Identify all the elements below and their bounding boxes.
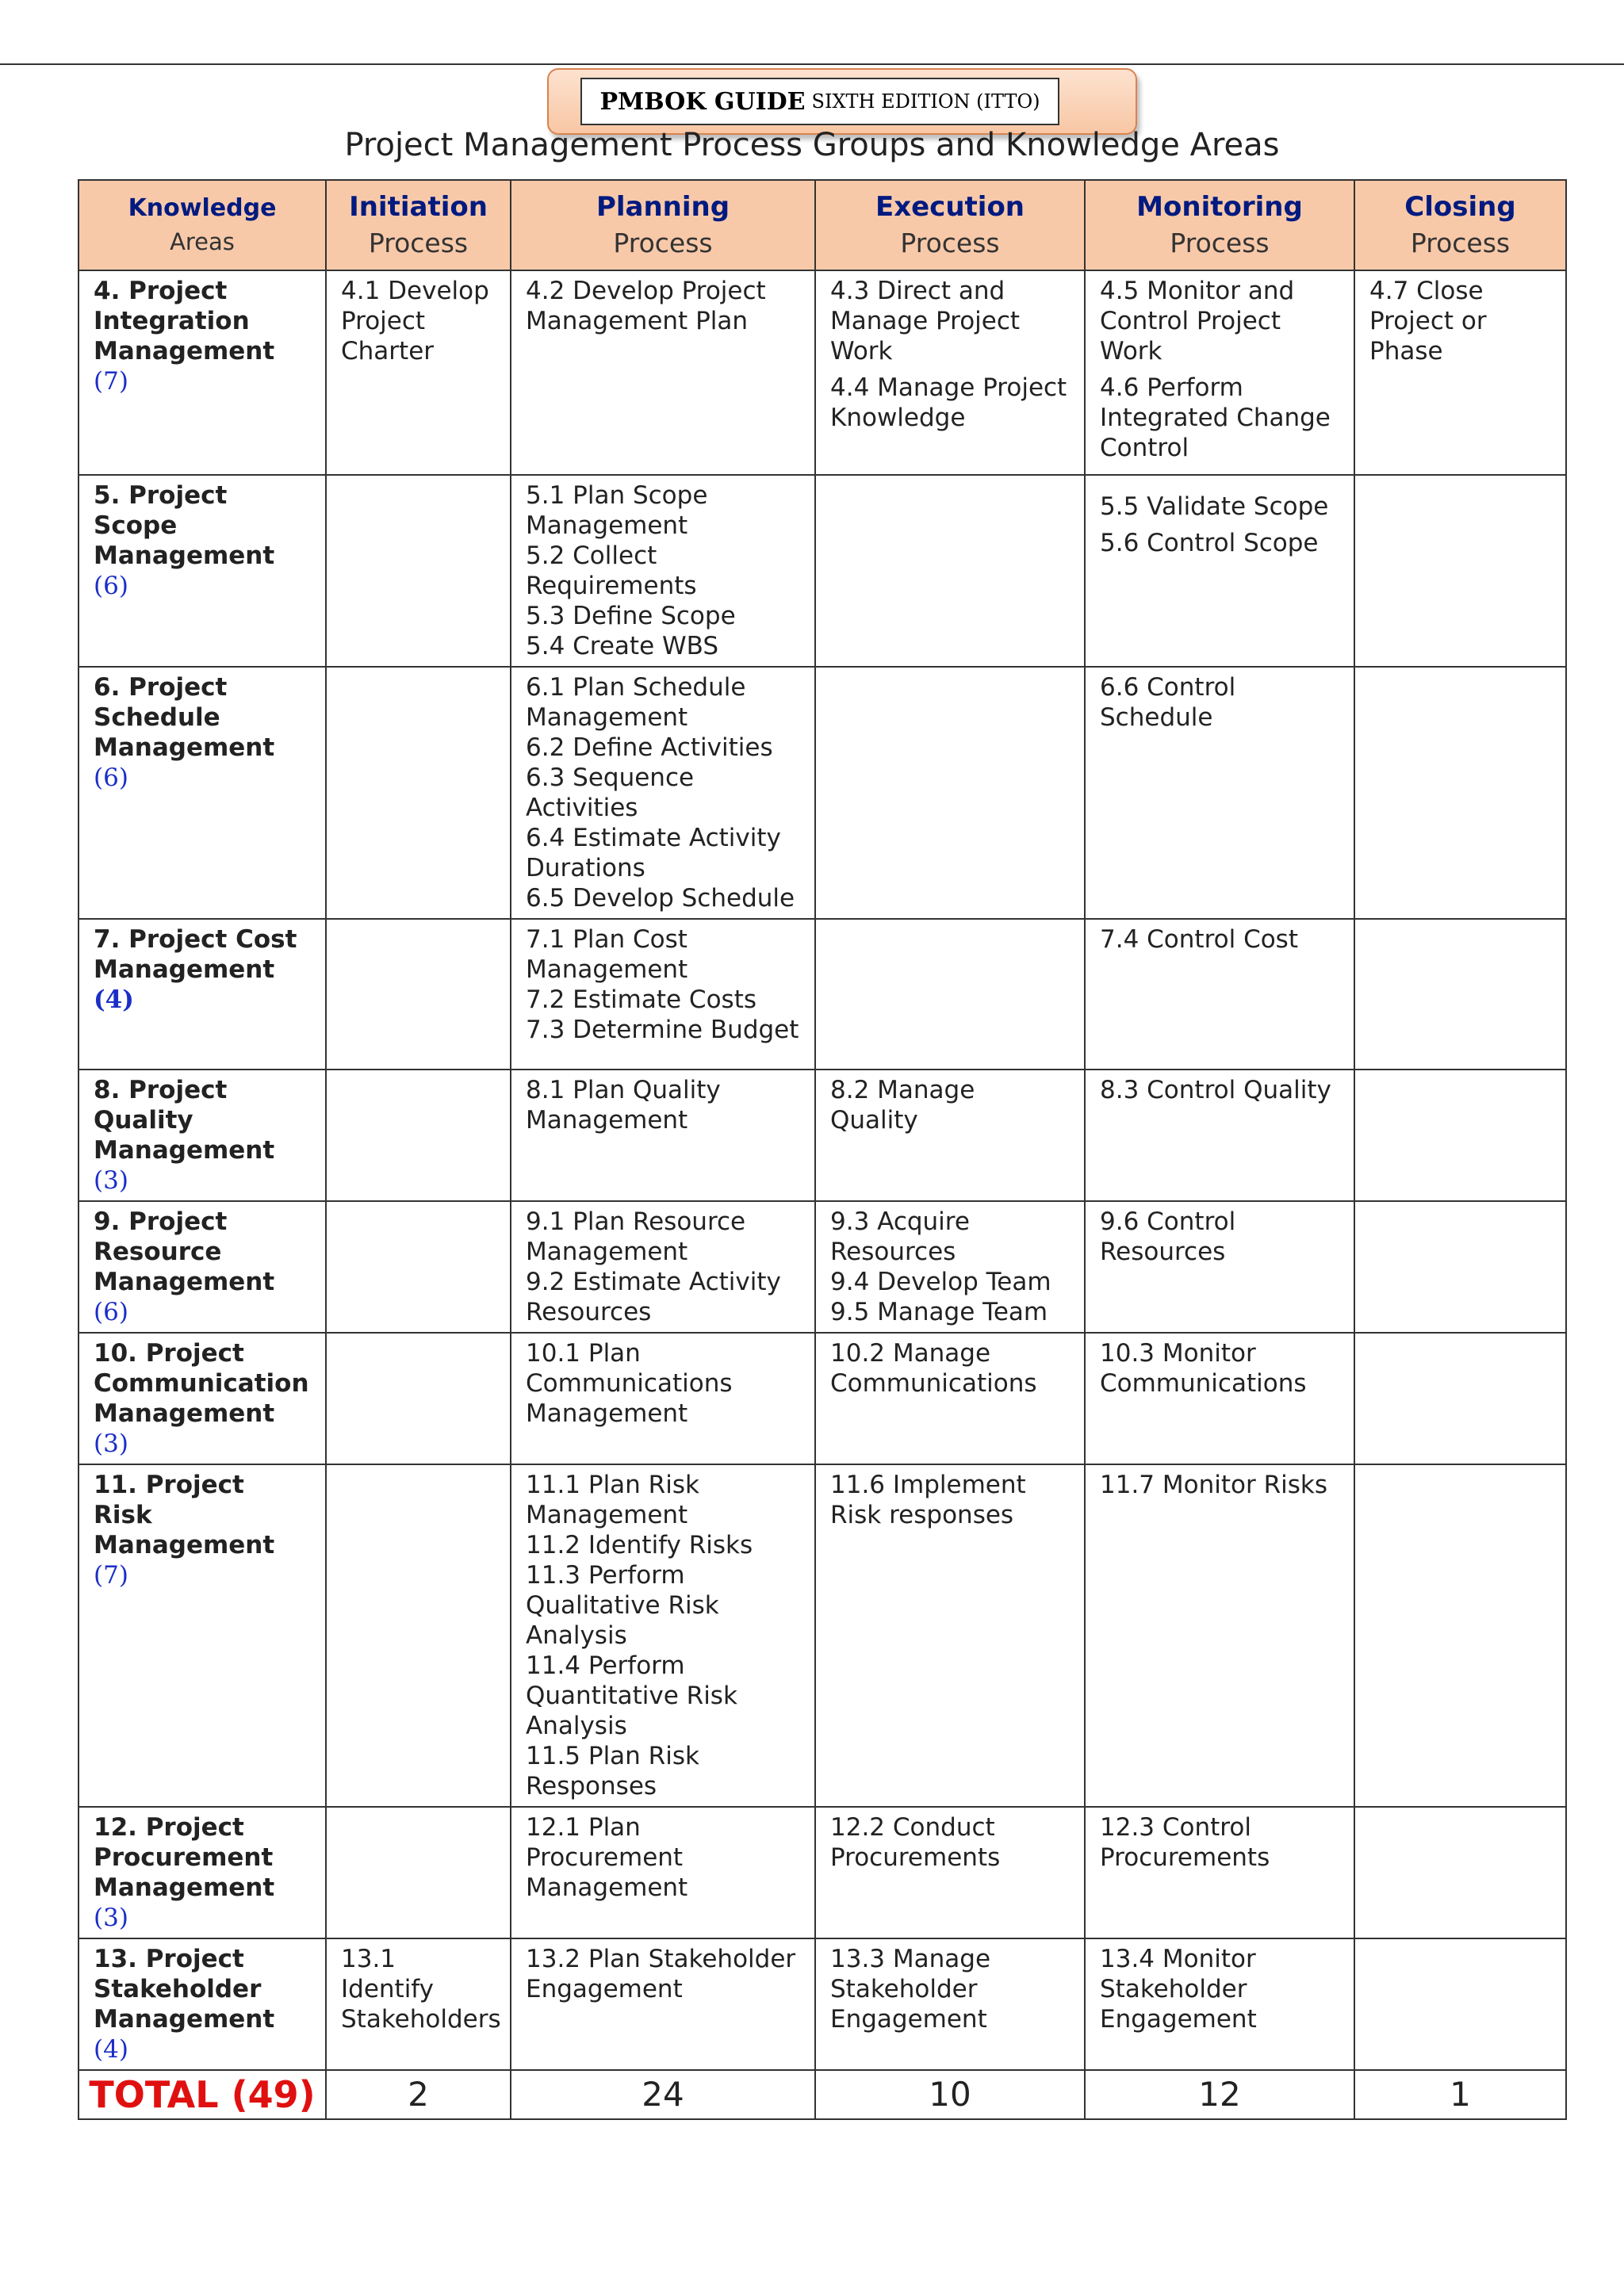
header-col-sub: Process — [368, 228, 469, 258]
process-cell-initiation — [326, 1333, 511, 1464]
title-badge — [547, 68, 1137, 135]
knowledge-area-name: 5. Project Scope Management — [94, 481, 275, 570]
process-cell-closing — [1354, 1807, 1566, 1938]
badge-bold: PMBOK GUIDE — [599, 87, 806, 116]
process-item: 11.1 Plan Risk Management — [526, 1471, 699, 1529]
process-item: 11.5 Plan Risk Responses — [526, 1742, 699, 1800]
process-cell-initiation — [326, 270, 511, 475]
knowledge-area-name: 6. Project Schedule Management — [94, 673, 275, 762]
process-cell-initiation — [326, 1070, 511, 1201]
process-cell-execution — [815, 1070, 1085, 1201]
knowledge-area-count: (6) — [94, 1298, 128, 1326]
process-item: 4.5 Monitor and Control Project Work — [1100, 277, 1295, 365]
process-item: 9.1 Plan Resource Management — [526, 1207, 746, 1266]
total-initiation: 2 — [326, 2070, 511, 2119]
knowledge-area-count: (3) — [94, 1904, 128, 1932]
process-item: 4.1 Develop Project Charter — [341, 277, 489, 365]
process-item: 8.2 Manage Quality — [830, 1076, 975, 1135]
process-cell-planning — [511, 270, 815, 475]
process-item: 6.2 Define Activities — [526, 733, 773, 762]
knowledge-area-count: (6) — [94, 763, 128, 792]
process-cell-monitoring — [1085, 270, 1354, 475]
table-row — [79, 1070, 1566, 1201]
process-cell-monitoring — [1085, 475, 1354, 667]
process-item: 9.5 Manage Team — [830, 1298, 1048, 1326]
process-cell-monitoring — [1085, 1201, 1354, 1333]
process-cell-execution — [815, 667, 1085, 919]
knowledge-area-cell — [79, 270, 326, 475]
process-cell-planning — [511, 1333, 815, 1464]
knowledge-area-name: 11. Project Risk Management — [94, 1471, 275, 1559]
knowledge-area-cell — [79, 1070, 326, 1201]
process-cell-initiation — [326, 1464, 511, 1807]
total-label: TOTAL (49) — [79, 2070, 326, 2119]
knowledge-area-cell — [79, 667, 326, 919]
process-item: 12.2 Conduct Procurements — [830, 1813, 1001, 1872]
process-item: 7.4 Control Cost — [1100, 925, 1298, 954]
process-item: 8.1 Plan Quality Management — [526, 1076, 721, 1135]
process-cell-monitoring — [1085, 919, 1354, 1070]
knowledge-area-count: (3) — [94, 1166, 128, 1195]
process-cell-planning — [511, 1201, 815, 1333]
header-initiation — [326, 180, 511, 270]
process-cell-execution — [815, 1464, 1085, 1807]
header-row — [79, 180, 1566, 270]
process-cell-planning — [511, 667, 815, 919]
header-col-main: Planning — [596, 191, 730, 223]
process-item: 7.2 Estimate Costs — [526, 985, 757, 1014]
table-row — [79, 1938, 1566, 2070]
header-knowledge-areas — [79, 180, 326, 270]
process-item: 5.1 Plan Scope Management — [526, 481, 708, 540]
knowledge-area-name: 10. Project Communication Management — [94, 1339, 309, 1428]
header-execution — [815, 180, 1085, 270]
top-rule — [0, 63, 1624, 65]
header-col-sub: Process — [1410, 228, 1511, 258]
process-item: 5.2 Collect Requirements — [526, 541, 697, 600]
table-row — [79, 667, 1566, 919]
header-col-main: Initiation — [349, 191, 488, 223]
total-monitoring: 12 — [1085, 2070, 1354, 2119]
header-col-main: Closing — [1404, 191, 1516, 223]
process-item: 7.3 Determine Budget — [526, 1016, 799, 1044]
header-col-main: Monitoring — [1136, 191, 1303, 223]
knowledge-area-name: 7. Project Cost Management — [94, 925, 297, 984]
table-row — [79, 1333, 1566, 1464]
process-cell-planning — [511, 475, 815, 667]
process-item: 13.4 Monitor Stakeholder Engagement — [1100, 1945, 1257, 2034]
process-cell-monitoring — [1085, 1807, 1354, 1938]
process-cell-closing — [1354, 667, 1566, 919]
process-item: 12.3 Control Procurements — [1100, 1813, 1270, 1872]
table-row — [79, 919, 1566, 1070]
process-item: 5.4 Create WBS — [526, 632, 719, 660]
process-item: 5.3 Define Scope — [526, 602, 736, 630]
knowledge-area-cell — [79, 1333, 326, 1464]
table-row — [79, 1201, 1566, 1333]
process-cell-planning — [511, 1464, 815, 1807]
knowledge-area-count: (7) — [94, 1561, 128, 1590]
process-cell-execution — [815, 1333, 1085, 1464]
process-cell-execution — [815, 475, 1085, 667]
process-table — [78, 179, 1567, 2120]
process-item: 5.6 Control Scope — [1100, 529, 1319, 557]
total-closing: 1 — [1354, 2070, 1566, 2119]
process-cell-initiation — [326, 919, 511, 1070]
process-item: 4.4 Manage Project Knowledge — [830, 373, 1067, 432]
process-item: 9.4 Develop Team — [830, 1268, 1051, 1296]
process-cell-monitoring — [1085, 1464, 1354, 1807]
knowledge-area-count: (7) — [94, 367, 128, 396]
process-item: 13.1 Identify Stakeholders — [341, 1945, 501, 2034]
process-cell-closing — [1354, 1333, 1566, 1464]
process-item: 4.3 Direct and Manage Project Work — [830, 277, 1021, 365]
process-item: 6.1 Plan Schedule Management — [526, 673, 746, 732]
header-ka-sub: Areas — [170, 228, 235, 255]
badge-edition: SIXTH EDITION (ITTO) — [811, 90, 1040, 113]
process-item: 11.4 Perform Quantitative Risk Analysis — [526, 1651, 737, 1740]
process-item: 11.7 Monitor Risks — [1100, 1471, 1327, 1499]
knowledge-area-name: 9. Project Resource Management — [94, 1207, 275, 1296]
header-ka-main: Knowledge — [128, 194, 277, 222]
total-planning: 24 — [511, 2070, 815, 2119]
process-item: 4.2 Develop Project Management Plan — [526, 277, 766, 335]
process-item: 13.3 Manage Stakeholder Engagement — [830, 1945, 991, 2034]
knowledge-area-cell — [79, 1807, 326, 1938]
process-cell-planning — [511, 1807, 815, 1938]
process-cell-initiation — [326, 667, 511, 919]
process-cell-monitoring — [1085, 1333, 1354, 1464]
knowledge-area-cell — [79, 1464, 326, 1807]
process-cell-initiation — [326, 475, 511, 667]
process-cell-initiation — [326, 1201, 511, 1333]
process-cell-execution — [815, 1201, 1085, 1333]
header-col-sub: Process — [613, 228, 713, 258]
process-item: 6.6 Control Schedule — [1100, 673, 1236, 732]
knowledge-area-count: (4) — [94, 2035, 128, 2064]
knowledge-area-cell — [79, 1938, 326, 2070]
table-row — [79, 1807, 1566, 1938]
header-monitoring — [1085, 180, 1354, 270]
table-row — [79, 1464, 1566, 1807]
process-cell-closing — [1354, 919, 1566, 1070]
process-cell-closing — [1354, 1464, 1566, 1807]
process-item: 9.6 Control Resources — [1100, 1207, 1236, 1266]
process-item: 8.3 Control Quality — [1100, 1076, 1331, 1104]
process-item: 4.6 Perform Integrated Change Control — [1100, 373, 1331, 462]
process-cell-execution — [815, 1938, 1085, 2070]
process-item: 7.1 Plan Cost Management — [526, 925, 688, 984]
process-cell-initiation — [326, 1807, 511, 1938]
process-cell-execution — [815, 270, 1085, 475]
knowledge-area-count: (3) — [94, 1429, 128, 1458]
title-badge-text — [580, 78, 1059, 125]
header-col-sub: Process — [1170, 228, 1270, 258]
knowledge-area-cell — [79, 919, 326, 1070]
process-cell-closing — [1354, 270, 1566, 475]
process-item: 10.3 Monitor Communications — [1100, 1339, 1307, 1398]
knowledge-area-name: 13. Project Stakeholder Management — [94, 1945, 275, 2034]
process-item: 11.3 Perform Qualitative Risk Analysis — [526, 1561, 719, 1650]
process-item: 9.3 Acquire Resources — [830, 1207, 970, 1266]
header-planning — [511, 180, 815, 270]
header-col-main: Execution — [875, 191, 1025, 223]
process-cell-monitoring — [1085, 667, 1354, 919]
process-cell-execution — [815, 1807, 1085, 1938]
table-row — [79, 475, 1566, 667]
header-col-sub: Process — [900, 228, 1000, 258]
knowledge-area-cell — [79, 1201, 326, 1333]
knowledge-area-name: 4. Project Integration Management — [94, 277, 275, 365]
process-cell-monitoring — [1085, 1070, 1354, 1201]
process-item: 9.2 Estimate Activity Resources — [526, 1268, 781, 1326]
knowledge-area-count: (4) — [94, 985, 134, 1014]
process-cell-initiation — [326, 1938, 511, 2070]
process-item: 10.2 Manage Communications — [830, 1339, 1037, 1398]
process-item: 13.2 Plan Stakeholder Engagement — [526, 1945, 796, 2003]
process-item: 5.5 Validate Scope — [1100, 492, 1329, 521]
knowledge-area-name: 12. Project Procurement Management — [94, 1813, 275, 1902]
process-item: 10.1 Plan Communications Management — [526, 1339, 733, 1428]
process-item: 6.3 Sequence Activities — [526, 763, 695, 822]
process-cell-execution — [815, 919, 1085, 1070]
knowledge-area-count: (6) — [94, 572, 128, 600]
process-cell-closing — [1354, 1938, 1566, 2070]
process-item: 12.1 Plan Procurement Management — [526, 1813, 688, 1902]
total-execution: 10 — [815, 2070, 1085, 2119]
process-item: 4.7 Close Project or Phase — [1369, 277, 1487, 365]
header-closing — [1354, 180, 1566, 270]
process-cell-closing — [1354, 1070, 1566, 1201]
process-cell-planning — [511, 1938, 815, 2070]
process-cell-planning — [511, 1070, 815, 1201]
total-row — [79, 2070, 1566, 2119]
process-cell-closing — [1354, 1201, 1566, 1333]
process-cell-monitoring — [1085, 1938, 1354, 2070]
process-item: 6.5 Develop Schedule — [526, 884, 795, 913]
process-cell-closing — [1354, 475, 1566, 667]
process-item: 11.2 Identify Risks — [526, 1531, 753, 1559]
process-item: 11.6 Implement Risk responses — [830, 1471, 1026, 1529]
page-heading: Project Management Process Groups and Knowledge Areas — [344, 127, 1280, 163]
knowledge-area-name: 8. Project Quality Management — [94, 1076, 275, 1165]
knowledge-area-cell — [79, 475, 326, 667]
process-cell-planning — [511, 919, 815, 1070]
table-row — [79, 270, 1566, 475]
process-item: 6.4 Estimate Activity Durations — [526, 824, 781, 882]
